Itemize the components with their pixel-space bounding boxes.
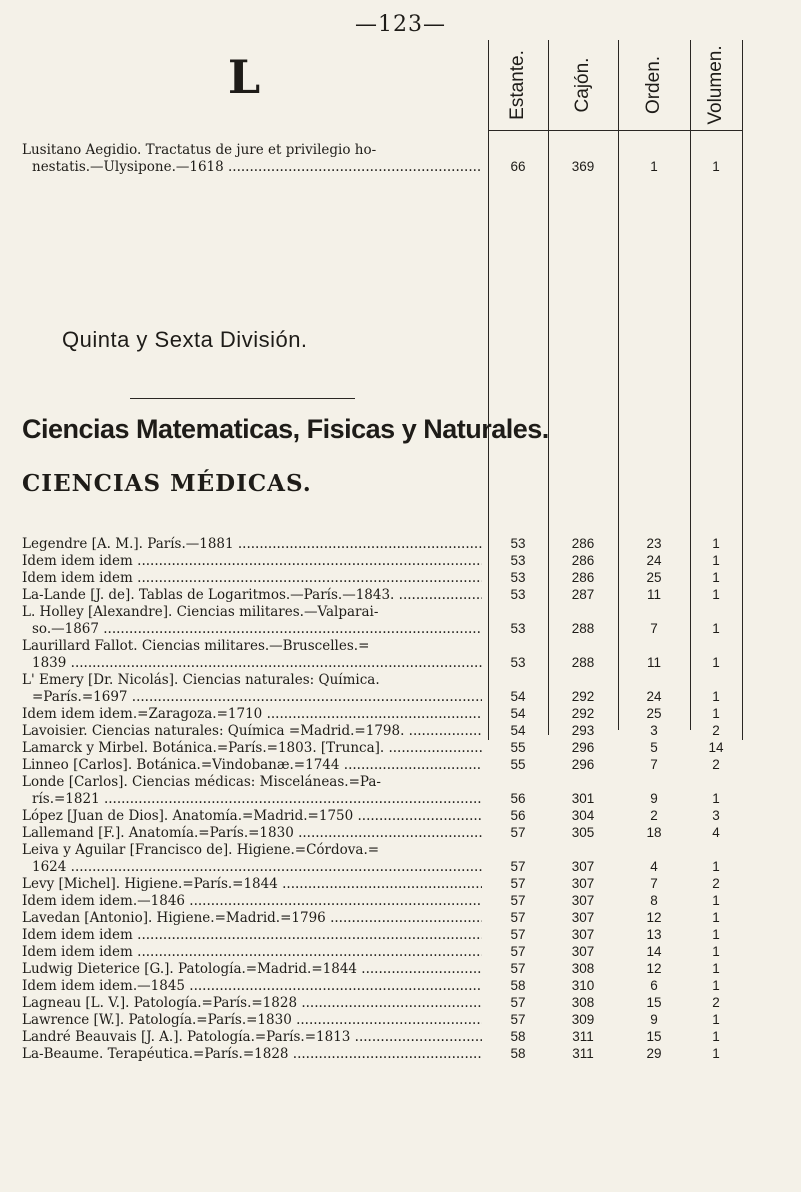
table-row: [22, 672, 482, 706]
cell-orden: 3: [650, 723, 658, 738]
table-row: [22, 740, 482, 757]
entry-line: Lusitano Aegidio. Tractatus de jure et privilegio ho-: [22, 142, 377, 158]
cell-estante: 56: [510, 791, 526, 806]
cell-estante: 57: [510, 893, 526, 908]
cell-cajon: 307: [571, 910, 595, 925]
entry-line: Lagneau [L. V.]. Patología.=París.=1828 .....: [22, 995, 482, 1012]
cell-estante: 54: [510, 723, 526, 738]
cell-cajon: 286: [571, 553, 595, 568]
cell-estante: 53: [510, 570, 526, 585]
column-header-volumen: Volumen.: [705, 45, 726, 125]
cell-volumen: 1: [712, 621, 720, 636]
cell-volumen: 1: [712, 791, 720, 806]
cell-estante: 53: [510, 553, 526, 568]
cell-orden: 14: [646, 944, 662, 959]
column-header-orden: Orden.: [643, 55, 664, 115]
cell-volumen: 1: [712, 655, 720, 670]
cell-cajon: 288: [571, 621, 595, 636]
entry-line: =París.=1697 .....: [22, 689, 482, 706]
table-row: [22, 536, 482, 553]
entry-line: Idem idem idem .....: [22, 944, 482, 961]
entry-line: Idem idem idem .....: [22, 570, 482, 587]
cell-orden: 15: [646, 995, 662, 1010]
cell-orden: 4: [650, 859, 658, 874]
entry-line: Idem idem idem .....: [22, 927, 482, 944]
cell-orden: 29: [646, 1046, 662, 1061]
entry-line: Idem idem idem.—1846 .....: [22, 893, 482, 910]
cell-estante: 66: [510, 159, 526, 174]
table-row: [22, 842, 482, 876]
cell-orden: 7: [650, 621, 658, 636]
cell-estante: 58: [510, 1046, 526, 1061]
cell-orden: 8: [650, 893, 658, 908]
cell-volumen: 3: [712, 808, 720, 823]
table-row: [22, 570, 482, 587]
cell-volumen: 1: [712, 587, 720, 602]
entry-line: Legendre [A. M.]. París.—1881 .....: [22, 536, 482, 553]
cell-cajon: 304: [571, 808, 595, 823]
cell-estante: 57: [510, 961, 526, 976]
cell-volumen: 4: [712, 825, 720, 840]
cell-estante: 55: [510, 740, 526, 755]
entry-line: Linneo [Carlos]. Botánica.=Vindobanæ.=1744 .....: [22, 757, 482, 774]
entry-line: 1839 .....: [22, 655, 482, 672]
cell-estante: 57: [510, 876, 526, 891]
cell-estante: 57: [510, 927, 526, 942]
cell-volumen: 2: [712, 876, 720, 891]
entry-line: 1624 .....: [22, 859, 482, 876]
cell-estante: 57: [510, 995, 526, 1010]
cell-estante: 57: [510, 859, 526, 874]
cell-orden: 7: [650, 757, 658, 772]
cell-cajon: 293: [571, 723, 595, 738]
entry-line: so.—1867 .....: [22, 621, 482, 638]
cell-cajon: 296: [571, 740, 595, 755]
entry-line: La-Lande [J. de]. Tablas de Logaritmos.—París.—1843. .....: [22, 587, 482, 604]
table-row: [22, 978, 482, 995]
cell-cajon: 307: [571, 944, 595, 959]
cell-volumen: 1: [712, 910, 720, 925]
entry-line: Landré Beauvais [J. A.]. Patología.=París.=1813 .....: [22, 1029, 482, 1046]
cell-orden: 24: [646, 689, 662, 704]
cell-cajon: 307: [571, 876, 595, 891]
cell-volumen: 1: [712, 159, 720, 174]
cell-cajon: 308: [571, 961, 595, 976]
entry-line: Lavedan [Antonio]. Higiene.=Madrid.=1796 .....: [22, 910, 482, 927]
entry-line: La-Beaume. Terapéutica.=París.=1828 .....: [22, 1046, 482, 1063]
table-row: [22, 553, 482, 570]
cell-cajon: 292: [571, 706, 595, 721]
table-row: [22, 944, 482, 961]
cell-orden: 5: [650, 740, 658, 755]
cell-volumen: 1: [712, 893, 720, 908]
cell-cajon: 305: [571, 825, 595, 840]
cell-cajon: 369: [571, 159, 595, 174]
cell-orden: 11: [646, 587, 661, 602]
cell-estante: 57: [510, 944, 526, 959]
cell-volumen: 1: [712, 570, 720, 585]
cell-volumen: 2: [712, 995, 720, 1010]
cell-volumen: 1: [712, 961, 720, 976]
cell-cajon: 288: [571, 655, 595, 670]
cell-orden: 23: [646, 536, 662, 551]
table-row: [22, 961, 482, 978]
entry-line: Lawrence [W.]. Patología.=París.=1830 .....: [22, 1012, 482, 1029]
section-letter: L: [227, 50, 261, 104]
cell-cajon: 307: [571, 859, 595, 874]
division-heading: Quinta y Sexta División.: [62, 327, 308, 352]
heading-divider: [130, 398, 355, 399]
cell-estante: 53: [510, 621, 526, 636]
cell-volumen: 1: [712, 1029, 720, 1044]
table-row: [22, 1046, 482, 1063]
entry-line: Lamarck y Mirbel. Botánica.=París.=1803. [Trunca]. .....: [22, 740, 482, 757]
entry-line: Lallemand [F.]. Anatomía.=París.=1830 .....: [22, 825, 482, 842]
column-header-estante: Estante.: [507, 50, 528, 120]
cell-volumen: 1: [712, 859, 720, 874]
cell-orden: 15: [646, 1029, 662, 1044]
cell-cajon: 286: [571, 536, 595, 551]
entry-line: Idem idem idem .....: [22, 553, 482, 570]
cell-cajon: 286: [571, 570, 595, 585]
cell-volumen: 1: [712, 944, 720, 959]
cell-orden: 6: [650, 978, 658, 993]
cell-volumen: 2: [712, 757, 720, 772]
cell-volumen: 1: [712, 706, 720, 721]
entry-line: nestatis.—Ulysipone.—1618 .....: [22, 159, 482, 176]
table-row: [22, 638, 482, 672]
cell-cajon: 311: [572, 1029, 594, 1044]
table-row: [22, 723, 482, 740]
cell-estante: 57: [510, 1012, 526, 1027]
cell-orden: 1: [650, 159, 658, 174]
cell-estante: 53: [510, 655, 526, 670]
entry-line: Idem idem idem.—1845 .....: [22, 978, 482, 995]
cell-estante: 53: [510, 587, 526, 602]
entry-line: Leiva y Aguilar [Francisco de]. Higiene.=Córdova.=: [22, 842, 380, 858]
cell-cajon: 296: [571, 757, 595, 772]
cell-estante: 58: [510, 978, 526, 993]
cell-cajon: 307: [571, 927, 595, 942]
table-row: [22, 1029, 482, 1046]
entry-line: Levy [Michel]. Higiene.=París.=1844 .....: [22, 876, 482, 893]
cell-cajon: 292: [571, 689, 595, 704]
table-row: [22, 825, 482, 842]
column-header-cajon: Cajón.: [572, 57, 593, 113]
cell-orden: 12: [646, 910, 662, 925]
cell-volumen: 2: [712, 723, 720, 738]
cell-orden: 25: [646, 570, 662, 585]
cell-orden: 24: [646, 553, 662, 568]
cell-volumen: 1: [712, 1012, 720, 1027]
entry-line: L' Emery [Dr. Nicolás]. Ciencias naturales: Química.: [22, 672, 380, 688]
cell-estante: 53: [510, 536, 526, 551]
cell-orden: 9: [650, 1012, 658, 1027]
table-row: [22, 774, 482, 808]
main-heading: Ciencias Matematicas, Fisicas y Naturales.: [22, 414, 549, 444]
cell-volumen: 1: [712, 689, 720, 704]
table-row: [22, 995, 482, 1012]
column-rule: [742, 40, 743, 740]
table-row: [22, 1012, 482, 1029]
entry-line: rís.=1821 .....: [22, 791, 482, 808]
entry-line: Laurillard Fallot. Ciencias militares.—Bruscelles.=: [22, 638, 370, 654]
table-row: [22, 876, 482, 893]
table-row: [22, 587, 482, 604]
cell-estante: 55: [510, 757, 526, 772]
table-row: [22, 927, 482, 944]
cell-estante: 57: [510, 825, 526, 840]
cell-estante: 57: [510, 910, 526, 925]
cell-orden: 11: [646, 655, 661, 670]
entry-line: Londe [Carlos]. Ciencias médicas: Misceláneas.=Pa-: [22, 774, 381, 790]
cell-cajon: 287: [571, 587, 595, 602]
cell-cajon: 308: [571, 995, 595, 1010]
cell-volumen: 1: [712, 927, 720, 942]
entry-line: Idem idem idem.=Zaragoza.=1710 .....: [22, 706, 482, 723]
cell-volumen: 1: [712, 1046, 720, 1061]
cell-orden: 2: [650, 808, 658, 823]
entry-line: L. Holley [Alexandre]. Ciencias militares.—Valparai-: [22, 604, 379, 620]
table-row: [22, 757, 482, 774]
cell-orden: 25: [646, 706, 662, 721]
cell-cajon: 307: [571, 893, 595, 908]
table-row: [22, 893, 482, 910]
cell-cajon: 301: [571, 791, 595, 806]
section-heading: CIENCIAS MÉDICAS.: [22, 470, 312, 497]
cell-orden: 7: [650, 876, 658, 891]
entry-line: Lavoisier. Ciencias naturales: Química =Madrid.=1798. .....: [22, 723, 482, 740]
entry-line: López [Juan de Dios]. Anatomía.=Madrid.=1750 .....: [22, 808, 482, 825]
top-entry: [22, 142, 482, 176]
cell-estante: 54: [510, 706, 526, 721]
cell-volumen: 1: [712, 553, 720, 568]
header-rule: [488, 130, 742, 131]
cell-cajon: 310: [571, 978, 595, 993]
cell-volumen: 14: [708, 740, 724, 755]
cell-orden: 13: [646, 927, 662, 942]
table-row: [22, 808, 482, 825]
page-number: —123—: [355, 12, 446, 37]
cell-orden: 9: [650, 791, 658, 806]
table-row: [22, 706, 482, 723]
cell-orden: 18: [646, 825, 662, 840]
table-row: [22, 604, 482, 638]
cell-volumen: 1: [712, 536, 720, 551]
cell-estante: 54: [510, 689, 526, 704]
cell-estante: 56: [510, 808, 526, 823]
table-row: [22, 910, 482, 927]
cell-volumen: 1: [712, 978, 720, 993]
cell-cajon: 311: [572, 1046, 594, 1061]
cell-estante: 58: [510, 1029, 526, 1044]
cell-orden: 12: [646, 961, 662, 976]
cell-cajon: 309: [571, 1012, 595, 1027]
entry-line: Ludwig Dieterice [G.]. Patología.=Madrid.=1844 .....: [22, 961, 482, 978]
